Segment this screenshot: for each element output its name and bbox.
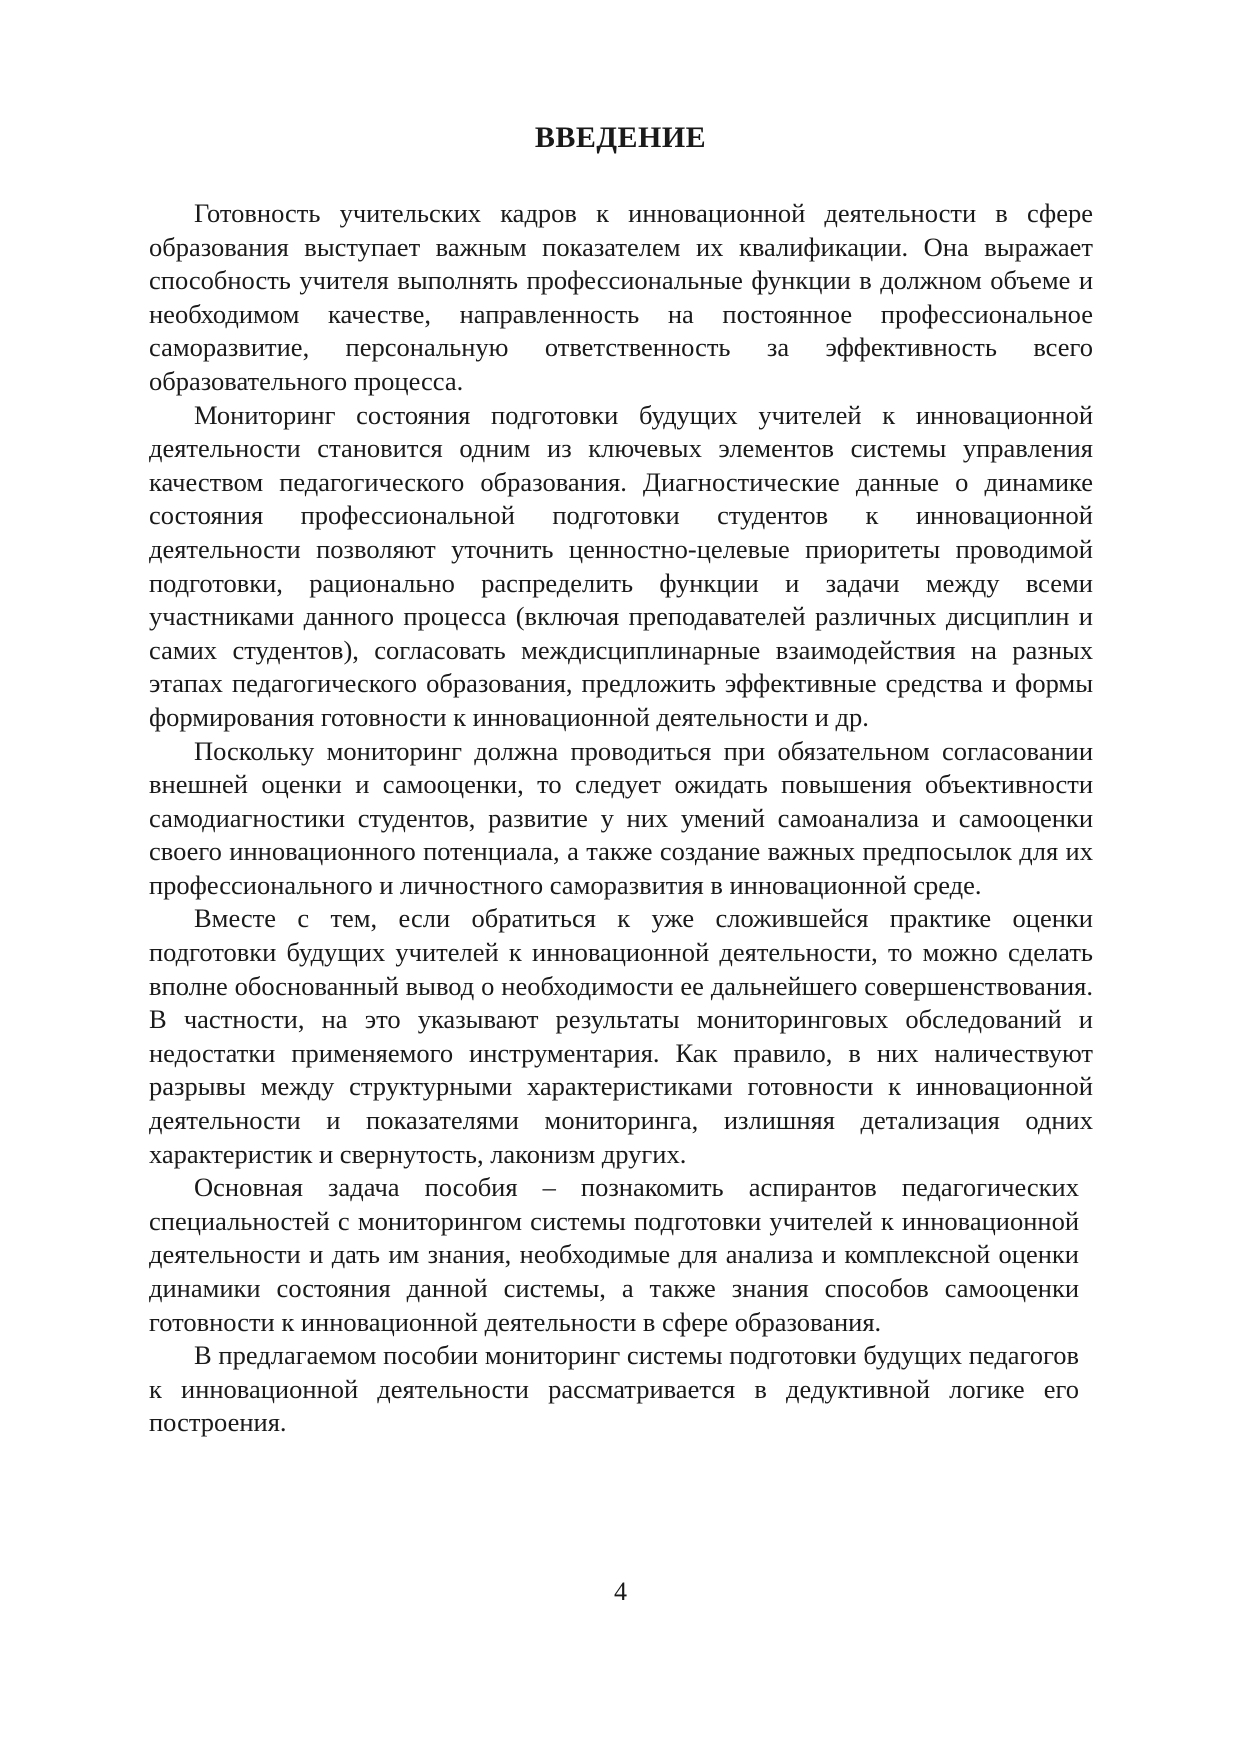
paragraph-deductive-logic: В предлагаемом пособии мониторинг системы подготовки будущих педагогов к инновационной деятельности рассматривается в дедуктивной логике его построения.: [149, 1340, 1079, 1438]
document-body: [149, 197, 1093, 1440]
page-number: 4: [614, 1577, 627, 1606]
paragraph-readiness: Готовность учительских кадров к инновационной деятельности в сфере образования выступает важным показателем их квалификации. Она выражает способность учителя выполнять профессиональные функции в должном объеме и необходимом качестве, направленность на постоянное профессиональное саморазвитие, персональную ответственность за эффективность всего образовательного процесса.: [149, 198, 1093, 396]
paragraph-main-goal: Основная задача пособия – познакомить аспирантов педагогических специальностей с мониторингом системы подготовки учителей к инновационной деятельности и дать им знания, необходимые для анализа и комплексной оценки динамики состояния данной системы, а также знания способов самооценки готовности к инновационной деятельности в сфере образования.: [149, 1172, 1079, 1337]
paragraph-monitoring: Мониторинг состояния подготовки будущих учителей к инновационной деятельности становится одним из ключевых элементов системы управления качеством педагогического образования. Диагностические данные о динамике состояния профессиональной подготовки студентов к инновационной деятельности позволяют уточнить ценностно-целевые приоритеты проводимой подготовки, рационально распределить функции и задачи между всеми участниками данного процесса (включая преподавателей различных дисциплин и самих студентов), согласовать междисциплинарные взаимодействия на разных этапах педагогического образования, предложить эффективные средства и формы формирования готовности к инновационной деятельности и др.: [149, 399, 1093, 732]
section-heading: ВВЕДЕНИЕ: [534, 121, 707, 154]
paragraph-self-assessment: Поскольку мониторинг должна проводиться при обязательном согласовании внешней оценки и самооценки, то следует ожидать повышения объективности самодиагностики студентов, развитие у них умений самоанализа и самооценки своего инновационного потенциала, а также создание важных предпосылок для их профессионального и личностного саморазвития в инновационной среде.: [149, 735, 1093, 900]
paragraph-practice: Вместе с тем, если обратиться к уже сложившейся практике оценки подготовки будущих учителей к инновационной деятельности, то можно сделать вполне обоснованный вывод о необходимости ее дальнейшего совершенствования. В частности, на это указывают результаты мониторинговых обследований и недостатки применяемого инструментария. Как правило, в них наличествуют разрывы между структурными характеристиками готовности к инновационной деятельности и показателями мониторинга, излишняя детализация одних характеристик и свернутость, лаконизм других.: [149, 903, 1093, 1169]
